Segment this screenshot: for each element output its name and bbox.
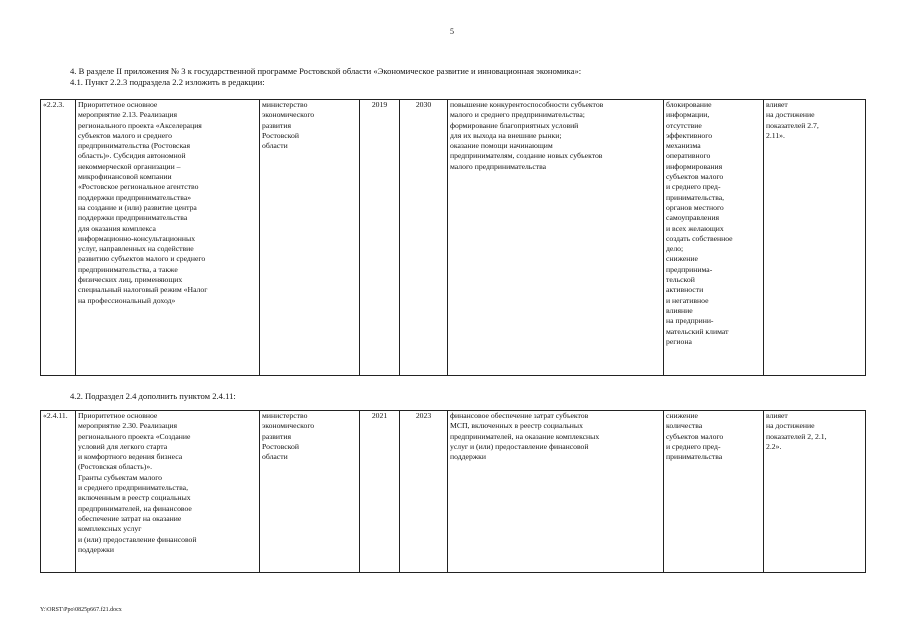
executor: министерство экономического развития Ростовской области bbox=[260, 100, 360, 376]
expected-result: финансовое обеспечение затрат субъектов МСП, включенных в реестр социальных предпринимателей, на оказание комплексных услуг и (или) предоставление финансовой поддержки bbox=[448, 411, 664, 573]
executor: министерство экономического развития Ростовской области bbox=[260, 411, 360, 573]
end-year: 2030 bbox=[400, 100, 448, 376]
intro-paragraph-1: 4. В разделе II приложения № 3 к государственной программе Ростовской области «Экономическое развитие и инновационная экономика»: bbox=[70, 66, 582, 76]
expected-result: повышение конкурентоспособности субъектов малого и среднего предпринимательства; формирование благоприятных условий для их выхода на внешние рынки; оказание помощи начинающим предпринимателям, создание новых субъектов малого предпринимательства bbox=[448, 100, 664, 376]
indicators: влияет на достижение показателей 2, 2.1, 2.2». bbox=[764, 411, 866, 573]
indicators: влияет на достижение показателей 2.7, 2.11». bbox=[764, 100, 866, 376]
table-row bbox=[41, 411, 866, 573]
table-row bbox=[41, 100, 866, 376]
section-paragraph: 4.2. Подраздел 2.4 дополнить пунктом 2.4.11: bbox=[70, 391, 236, 401]
file-path-footer: Y:\ORST\Ppo\0825p667.f21.docx bbox=[40, 607, 122, 613]
row-number: «2.2.3. bbox=[41, 100, 76, 376]
start-year: 2021 bbox=[360, 411, 400, 573]
table-item-2-4-11 bbox=[40, 410, 866, 573]
measure-title: Приоритетное основное мероприятие 2.13. Реализация регионального проекта «Акселерация субъектов малого и среднего предпринимательства (Ростовская область)». Субсидия автономной некоммерческой организации – микрофинансовой компании «Ростовское региональное агентство поддержки предпринимательства» на создание и (или) развитие центра поддержки предпринимательства для оказания комплекса информационно-консультационных услуг, направленных на содействие развитию субъектов малого и среднего предпринимательства, а также физических лиц, применяющих специальный налоговый режим «Налог на профессиональный доход» bbox=[76, 100, 260, 376]
consequences: блокирование информации, отсутствие эффективного механизма оперативного информирования субъектов малого и среднего пред- принимательства, органов местного самоуправления и всех желающих создать собственное дело; снижение предпринима- тельской активности и негативное влияние на предприни- мательский климат региона bbox=[664, 100, 764, 376]
row-number: «2.4.11. bbox=[41, 411, 76, 573]
measure-title: Приоритетное основное мероприятие 2.30. Реализация регионального проекта «Создание условий для легкого старта и комфортного ведения бизнеса (Ростовская область)». Гранты субъектам малого и среднего предпринимательства, включенным в реестр социальных предпринимателей, на финансовое обеспечение затрат на оказание комплексных услуг и (или) предоставление финансовой поддержки bbox=[76, 411, 260, 573]
table-item-2-2-3 bbox=[40, 99, 866, 376]
intro-paragraph-2: 4.1. Пункт 2.2.3 подраздела 2.2 изложить в редакции: bbox=[70, 77, 265, 87]
start-year: 2019 bbox=[360, 100, 400, 376]
page-number: 5 bbox=[450, 27, 454, 36]
consequences: снижение количества субъектов малого и среднего пред- принимательства bbox=[664, 411, 764, 573]
end-year: 2023 bbox=[400, 411, 448, 573]
